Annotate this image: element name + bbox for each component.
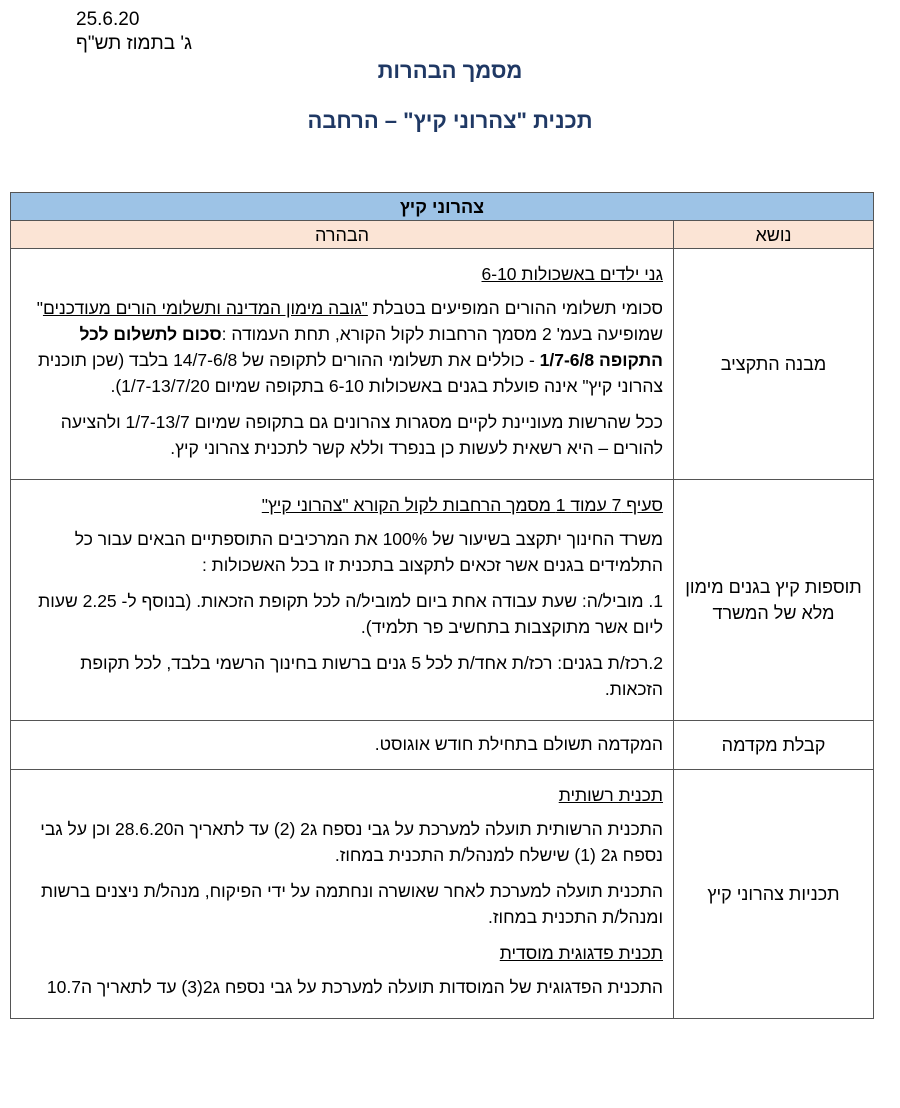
date-hebrew: ג' בתמוז תש"ף [76,33,193,54]
clarifications-table [10,192,874,1019]
column-header-row [11,221,874,249]
table-row [11,770,874,1019]
text-run: - כוללים את תשלומי ההורים לתקופה של 14/7-6/8 בלבד (שכן תוכנית צהרוני קיץ" אינה פועלת בגנים באשכולות 6-10 בתקופה שמיום 1/7-13/7/20). [38,350,663,396]
row-topic: תוספות קיץ בגנים מימון מלא של המשרד [674,480,874,721]
section-heading: תכנית פדגוגית מוסדית [499,943,663,963]
row-clarification [11,249,674,480]
paragraph: ככל שהרשות מעוניינת לקיים מסגרות צהרונים גם בתקופה שמיום 1/7-13/7 ולהציעה להורים – היא רשאית לעשות כן בנפרד וללא קשר לתכנית צהרוני קיץ. [60,412,663,458]
table-row [11,480,874,721]
list-item: 1. מוביל/ה: שעת עבודה אחת ביום למוביל/ה לכל תקופת הזכאות. (בנוסף ל- 2.25 שעות ליום אשר מתוקצבות בתחשיב פר תלמיד). [38,591,663,637]
table-heading-row [11,193,874,221]
list-item: 2.רכז/ת בגנים: רכז/ת אחד/ת לכל 5 גנים ברשות בחינוך הרשמי בלבד, לכל תקופת הזכאות. [80,653,663,699]
paragraph: התכנית תועלה למערכת לאחר שאושרה ונחתמה על ידי הפיקוח, מנהל/ת ניצנים ברשות ומנהל/ת התכנית במחוז. [40,881,663,927]
section-heading: גני ילדים באשכולות 6-10 [481,264,663,284]
bold-text: סכום לתשלום לכל התקופה 1/7-6/8 [79,324,663,370]
document-subtitle: תכנית "צהרוני קיץ" – הרחבה [307,108,593,133]
section-heading: תכנית רשותית [558,785,663,805]
paragraph: משרד החינוך יתקצב בשיעור של 100% את המרכיבים התוספתיים הבאים עבור כל התלמידים בגנים אשר זכאים לתקצוב בתכנית זו בכל האשכולות : [74,529,663,575]
paragraph: המקדמה תשולם בתחילת חודש אוגוסט. [374,734,663,754]
row-clarification [11,480,674,721]
date-gregorian: 25.6.20 [76,9,140,30]
text-run: " שמופיעה בעמ' 2 מסמך הרחבות לקול הקורא, תחת העמודה : [36,298,663,344]
table-row [11,249,874,480]
table-row [11,721,874,770]
table-heading: צהרוני קיץ [11,193,874,221]
row-clarification [11,721,674,770]
column-header-clarification: הבהרה [11,221,674,249]
row-topic: מבנה התקציב [674,249,874,480]
date-block [76,8,192,56]
paragraph: התכנית הרשותית תועלה למערכת על גבי נספח ג2 (2) עד לתאריך ה28.6.20 וכן על גבי נספח ג2 (1) שישלח למנהל/ת התכנית במחוז. [40,819,663,865]
row-topic: קבלת מקדמה [674,721,874,770]
row-topic: תכניות צהרוני קיץ [674,770,874,1019]
paragraph [19,295,663,399]
column-header-topic: נושא [674,221,874,249]
underlined-text: "גובה מימון המדינה ותשלומי הורים מעודכנים [42,298,368,318]
paragraph: התכנית הפדגוגית של המוסדות תועלה למערכת על גבי נספח ג2(3) עד לתאריך ה10.7 [46,977,663,997]
text-run: סכומי תשלומי ההורים המופיעים בטבלת [367,298,663,318]
document-title: מסמך הבהרות [377,58,523,83]
row-clarification [11,770,674,1019]
section-heading: סעיף 7 עמוד 1 מסמך הרחבות לקול הקורא "צהרוני קיץ" [261,495,663,515]
